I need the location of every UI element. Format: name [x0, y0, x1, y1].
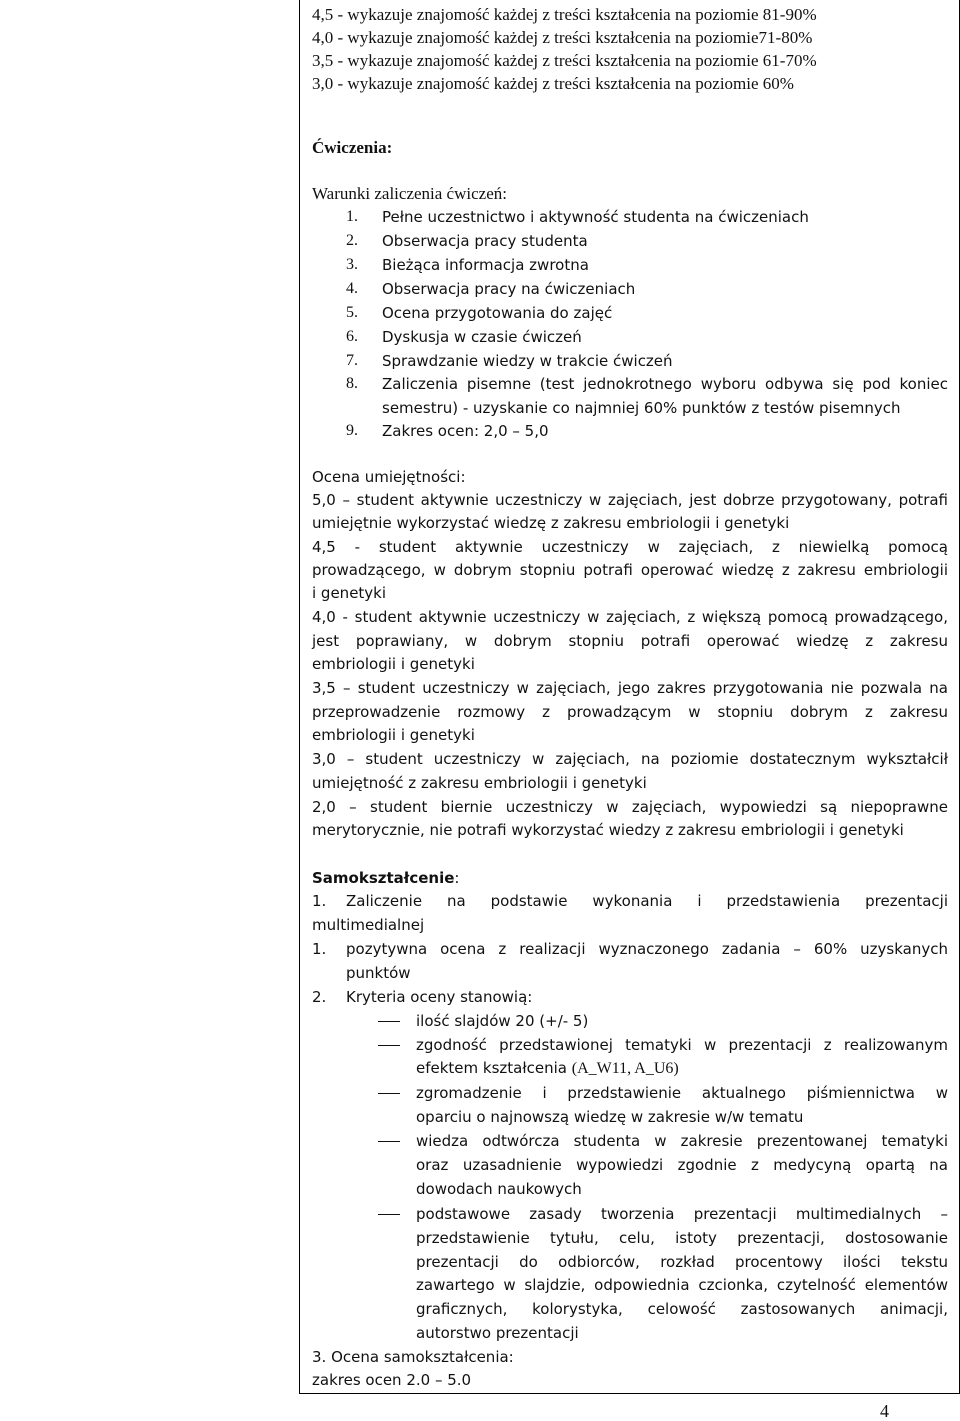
- criteria-item: zgromadzenie i przedstawienie aktualnego piśmiennictwa w: [416, 1084, 948, 1102]
- criteria-item-continuation: przedstawienie tytułu, celu, istoty prezentacji, dostosowanie: [416, 1229, 948, 1247]
- skills-line: umiejętność z zakresu embriologii i genetyki: [312, 774, 647, 792]
- self-study-item-num: 2.: [312, 988, 327, 1006]
- skills-line: 3,0 – student uczestniczy w zajęciach, na poziomie dostatecznym wykształcił: [312, 750, 948, 768]
- list-item-text: Zaliczenia pisemne (test jednokrotnego wyboru odbywa się pod koniec: [382, 375, 948, 393]
- criteria-item-continuation: prezentacji do odbiorców, rozkład procentowy ilości tekstu: [416, 1253, 948, 1271]
- criteria-item-continuation: autorstwo prezentacji: [416, 1324, 579, 1342]
- list-item-continuation: semestru) - uzyskanie co najmniej 60% punktów z testów pisemnych: [382, 399, 901, 417]
- page-number: 4: [880, 1401, 889, 1421]
- self-study-item-num: 1.: [312, 940, 327, 958]
- self-study-assessment: 3. Ocena samokształcenia:: [312, 1348, 514, 1366]
- self-study-item-num: 1.: [312, 892, 327, 910]
- skills-line: 3,5 – student uczestniczy w zajęciach, jego zakres przygotowania nie pozwala na: [312, 679, 948, 697]
- grade-line-3-5: 3,5 - wykazuje znajomość każdej z treści kształcenia na poziomie 61-70%: [312, 51, 817, 70]
- dash-bullet-icon: [378, 1214, 400, 1215]
- dash-bullet-icon: [378, 1021, 400, 1022]
- criteria-item-continuation: dowodach naukowych: [416, 1180, 582, 1198]
- skills-line: merytorycznie, nie potrafi wykorzystać wiedzy z zakresu embriologii i genetyki: [312, 821, 904, 839]
- grade-line-4-5: 4,5 - wykazuje znajomość każdej z treści kształcenia na poziomie 81-90%: [312, 5, 817, 24]
- criteria-item: zgodność przedstawionej tematyki w prezentacji z realizowanym: [416, 1036, 948, 1054]
- dash-bullet-icon: [378, 1045, 400, 1046]
- skills-line: 4,5 - student aktywnie uczestniczy w zajęciach, z niewielką pomocą: [312, 538, 948, 556]
- grade-line-3-0: 3,0 - wykazuje znajomość każdej z treści kształcenia na poziomie 60%: [312, 74, 794, 93]
- self-study-item-text: Zaliczenie na podstawie wykonania i przedstawienia prezentacji: [346, 892, 948, 910]
- skills-line: 2,0 – student biernie uczestniczy w zajęciach, wypowiedzi są niepoprawne: [312, 798, 948, 816]
- criteria-item-continuation: graficznych, kolorystyka, celowość zastosowanych animacji,: [416, 1300, 948, 1318]
- exercises-conditions-label: Warunki zaliczenia ćwiczeń:: [312, 184, 507, 203]
- skills-line: embriologii i genetyki: [312, 655, 475, 673]
- self-study-item-text: Kryteria oceny stanowią:: [346, 988, 533, 1006]
- self-study-item-continuation: multimedialnej: [312, 916, 425, 934]
- criteria-item-continuation: oparciu o najnowszą wiedzę w zakresie w/w tematu: [416, 1108, 804, 1126]
- self-study-item-continuation: punktów: [346, 964, 411, 982]
- skills-line: 5,0 – student aktywnie uczestniczy w zajęciach, jest dobrze przygotowany, potrafi: [312, 491, 948, 509]
- self-study-heading: Samokształcenie:: [312, 869, 460, 887]
- skills-line: jest poprawiany, w dobrym stopniu potrafi operować wiedzę z zakresu: [312, 632, 948, 650]
- exercises-heading: Ćwiczenia:: [312, 138, 393, 157]
- self-study-grade-range: zakres ocen 2.0 – 5.0: [312, 1371, 472, 1389]
- dash-bullet-icon: [378, 1093, 400, 1094]
- dash-bullet-icon: [378, 1141, 400, 1142]
- skills-heading: Ocena umiejętności:: [312, 468, 466, 486]
- skills-line: 4,0 - student aktywnie uczestniczy w zajęciach, z większą pomocą prowadzącego,: [312, 608, 948, 626]
- criteria-item-continuation: zawartego w slajdzie, odpowiednia czcionka, czytelność elementów: [416, 1276, 948, 1294]
- criteria-item: ilość slajdów 20 (+/- 5): [416, 1012, 589, 1030]
- criteria-item: podstawowe zasady tworzenia prezentacji multimedialnych –: [416, 1205, 948, 1223]
- self-study-item-text: pozytywna ocena z realizacji wyznaczonego zadania – 60% uzyskanych: [346, 940, 948, 958]
- skills-line: przeprowadzenie rozmowy z prowadzącym w stopniu dobrym z zakresu: [312, 703, 948, 721]
- skills-line: embriologii i genetyki: [312, 726, 475, 744]
- skills-line: prowadzącego, w dobrym stopniu potrafi operować wiedzę z zakresu embriologii: [312, 561, 948, 579]
- criteria-item-continuation: efektem kształcenia (A_W11, A_U6): [416, 1059, 679, 1077]
- criteria-item-continuation: oraz uzasadnienie wypowiedzi zgodnie z medycyną opartą na: [416, 1156, 948, 1174]
- skills-line: i genetyki: [312, 584, 387, 602]
- grade-line-4-0: 4,0 - wykazuje znajomość każdej z treści kształcenia na poziomie71-80%: [312, 28, 813, 47]
- criteria-item: wiedza odtwórcza studenta w zakresie prezentowanej tematyki: [416, 1132, 948, 1150]
- skills-line: umiejętnie wykorzystać wiedzę z zakresu embriologii i genetyki: [312, 514, 790, 532]
